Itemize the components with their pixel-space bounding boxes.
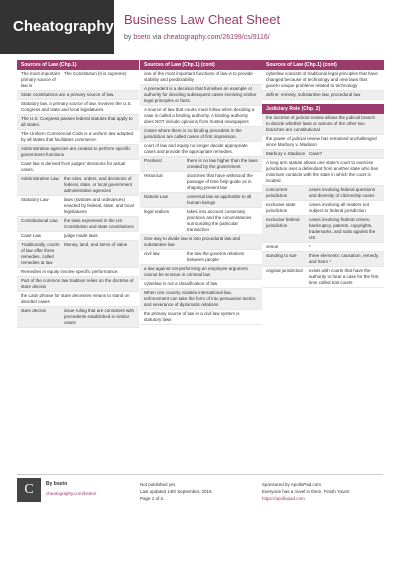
list-item: One way to divide law is into procedural law and substantive law [140,235,262,250]
publish-info [140,481,213,502]
by-label: By [46,481,53,487]
table-row [140,250,262,265]
list-item: a law against not performing an employee argument cannot be at issue in criminal law [140,265,262,280]
avatar[interactable]: C [17,478,41,502]
footer-author [46,481,67,487]
sponsor-name: Sponsored by ApolloPad.com [262,482,322,487]
by-prefix: by [124,34,132,41]
row-key: legal realism [144,209,170,214]
list-item: Cases where there is no binding precedent in the jurisdiction are called cases of first impression. [140,127,262,142]
row-value: exists with courts that have the authority to hear a case for the first time called trial courts [309,268,379,285]
row-value: takes into account customary practices and the circumstances surrounding the particular transaction [187,209,252,232]
row-key: venue [266,244,279,249]
row-key: Traditionally, courts of law offer three remedies, called remedies at law [21,242,60,265]
row-value: cases involving federal crimes, bankruptcy, patents, copyrights, trademarks, and suits against the US [309,217,376,240]
table-row [262,150,384,159]
row-value: cases involving federal questions and diversity of citizenship cases [309,187,376,198]
section-header: Sources of Law (Chp.1) [17,60,139,70]
row-value: Money, land, and items of value [64,242,128,247]
list-item: Statutory law, a primary source of law, involves the U.S. Congress and state and local legislatures. [17,100,139,115]
sponsor-link[interactable]: https://apollopad.com [262,496,305,501]
table-row [17,196,139,217]
row-value: cases involving all matters not subject to federal jurisdiction [309,202,370,213]
table-row [262,267,384,288]
column-1 [17,60,139,328]
row-value: there is no law higher than the laws created by the government [187,158,258,169]
sponsor-info [262,481,350,502]
sheet-url-link[interactable]: cheatography.com/26199/cs/9116/ [163,34,270,41]
list-item: the power of judicial review has remained unchallenged since Marbury v. Madison [262,135,384,150]
page-number: Page 1 of 2. [140,496,165,501]
table-row [140,208,262,235]
list-item: cyberlaw consists of traditional legal principles that have changed because of technology and new laws that govern unique problems related to technology [262,70,384,91]
list-item: A source of law that courts must follow when deciding a case is called a binding authority. A binding authority does NOT include opinions from trusted newspapers [140,106,262,127]
row-value: issue ruling that are consistent with precedents established in similar cases [64,308,135,325]
row-value: judge made laws [64,233,98,238]
footer-author-name[interactable]: bseto [53,481,68,487]
list-item: court of law and equity no longer decide appropriate cases and provide the appropriate remedies. [140,142,262,157]
row-key: exclusive state jurisdiction [266,202,296,213]
row-value: the law the governs relations between people [187,251,245,262]
table-row [262,216,384,243]
row-value: universal law as applicable to all human beings [187,194,252,205]
table-row [262,201,384,216]
author-link[interactable]: bseto [133,34,151,41]
row-key: Statutory Law [21,197,49,202]
table-row [17,70,139,91]
list-item: A long arm statute allows one state's court to exercise jurisdiction over a defendant from another state who has minimum contacts with the state in which the court is located. [262,159,384,186]
list-item: A precedent is a decision that furnishes an example or authority for deciding subsequent cases involving similar legal principles or facts. [140,85,262,106]
list-item: Remedies in equity involve specific performance. [17,268,139,277]
list-item: The Uniform Commercial Code is a uniform law adopted by all states that facilitates commerce. [17,130,139,145]
table-row [262,186,384,201]
section-header: Sources of Law (Chp.1) (cont) [140,60,262,70]
table-row [140,157,262,172]
header [0,0,400,58]
table-row [17,175,139,196]
list-item: the primary source of law in a civil law system is statutory laws [140,310,262,325]
table-row [17,307,139,328]
list-item: define: remedy, substantive law, procedural law [262,91,384,100]
list-item: The U.S. Congress passes federal statutes that apply to all states. [17,115,139,130]
list-item: State constitutions are a primary source of law. [17,91,139,100]
list-item: Administrative agencies are created to perform specific government functions [17,145,139,160]
row-key: exclusive federal jurisdiction [266,217,300,228]
row-key: Historical [144,173,163,178]
row-key: civil law [144,251,160,256]
list-item: Part of the common law tradition relies on the doctrine of stare decisis [17,277,139,292]
row-key: original jurisdiction [266,268,304,273]
table-row [17,217,139,232]
sponsor-tagline: Everyone has a novel in them. Finish Yours! [262,489,350,494]
section-header: Judiciary Role (Chp. 2) [262,104,384,114]
last-updated: Last updated 14th September, 2016. [140,489,213,494]
row-key: Administrative Law [21,176,59,181]
table-row [262,243,384,252]
row-key: The most important primary source of law is [21,71,60,88]
list-item: cyberlaw is not a classification of law [140,280,262,289]
table-row [140,193,262,208]
section-header: Sources of Law (Chp.1) (cont) [262,60,384,70]
row-value: the rules, orders, and decisions of federal, state, or local government administrative agencies [64,176,133,193]
column-3 [262,60,384,288]
list-item: the Latin phrase for stare decesses means to stand on decided cases [17,292,139,307]
row-key: Constitutional Law [21,218,58,223]
list-item: When one country violates international law, enforcement can take the form of into persuasive tactics and severance of diplomatic relations [140,289,262,310]
column-2 [140,60,262,325]
row-value: The Constitution (it is supreme) [64,71,127,76]
row-key: Case Law [21,233,42,238]
footer-author-link[interactable]: cheatography.com/bseto/ [46,491,97,496]
publish-status: Not published yet. [140,482,177,487]
sheet-byline [124,34,270,41]
row-key: concurrent jurisdiction [266,187,288,198]
list-item: Case law is derived from judges' decisions for actual cases. [17,160,139,175]
footer [17,474,383,544]
list-item: the doctrine of judicial review allows the judicial branch to decide whether laws or actions of the other two branches are constitutional [262,114,384,135]
row-key: Marbury v. Madison [266,151,306,156]
row-key: Positivist [144,158,162,163]
row-key: standing to sue [266,253,297,258]
table-row [17,232,139,241]
table-row [140,172,262,193]
row-value: * [309,244,311,249]
cheatography-logo[interactable]: Cheatography [0,0,114,54]
row-key: stare decisis [21,308,47,313]
row-key: Natural Law [144,194,169,199]
via-label: via [152,34,162,41]
table-row [17,241,139,268]
row-value: the laws expressed in the US Constitution and state constitutions [64,218,134,229]
page-title: Business Law Cheat Sheet [124,12,281,27]
row-value: three elements: causation, remedy, and harm * [309,253,379,264]
list-item: one of the most important functions of law is to provide stability and predictability [140,70,262,85]
row-value: laws (statutes and ordinances) enacted by federal, state, and local legislatures [64,197,134,214]
table-row [262,252,384,267]
row-value: Case? [309,151,323,156]
row-value: doctrines that have withstood the passage of time help guide us in shaping present law [187,173,253,190]
